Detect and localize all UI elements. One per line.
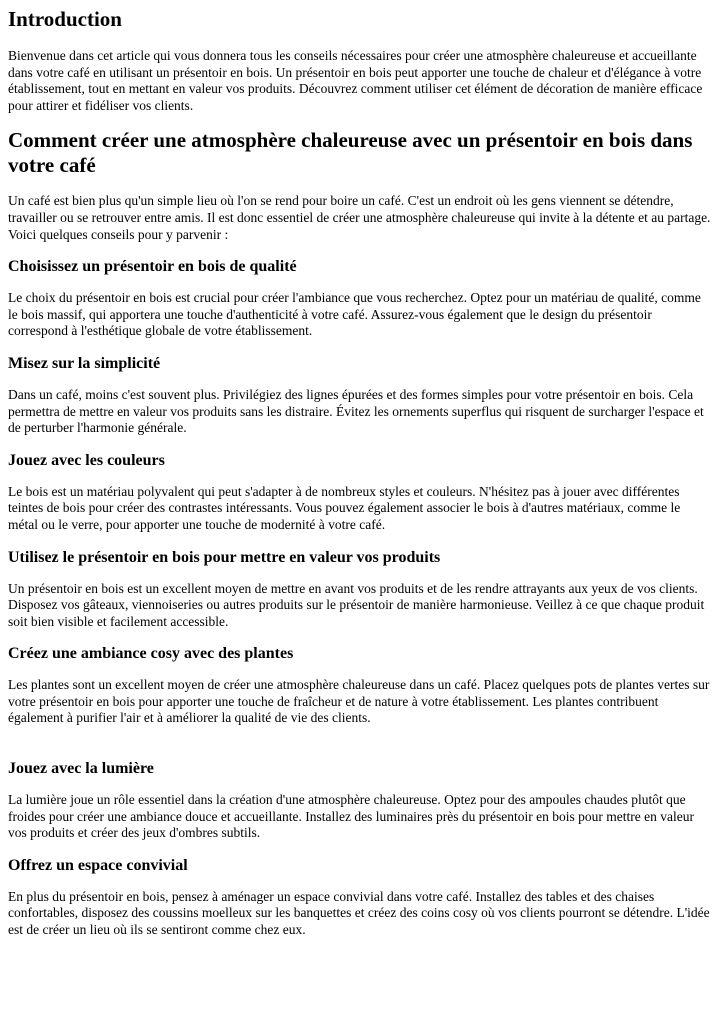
convivial-heading: Offrez un espace convivial (8, 856, 188, 874)
quality-heading: Choisissez un présentoir en bois de qualité (8, 258, 297, 276)
plants-heading: Créez une ambiance cosy avec des plantes (8, 645, 294, 663)
plants-paragraph: Les plantes sont un excellent moyen de créer une atmosphère chaleureuse dans un café. Placez quelques pots de plantes vertes sur votre présentoir en bois pour apporter une touche de fraîcheur et de nature à votre établissement. Les plantes contribuent également à purifier l'air et à améliorer la qualité de vie des clients. (8, 677, 710, 726)
simplicity-paragraph: Dans un café, moins c'est souvent plus. Privilégiez des lignes épurées et des formes simples pour votre présentoir en bois. Cela permettra de mettre en valeur vos produits sans les distraire. Évitez les ornements superflus qui risquent de surcharger l'espace et de perturber l'harmonie générale. (8, 386, 704, 436)
convivial-paragraph: En plus du présentoir en bois, pensez à aménager un espace convivial dans votre café. Installez des tables et des chaises confortables, disposez des coussins moelleux sur les banquettes et créez des coins cosy où vos clients pourront se détendre. L'idée est de créer un lieu où ils se sentiront comme chez eux. (8, 888, 710, 938)
quality-paragraph: Le choix du présentoir en bois est crucial pour créer l'ambiance que vous recherchez. Optez pour un matériau de qualité, comme le bois massif, qui apportera une touche d'authenticité à votre café. Assurez-vous également que le design du présentoir correspond à l'esthétique globale de votre établissement. (8, 290, 701, 339)
light-paragraph: La lumière joue un rôle essentiel dans la création d'une atmosphère chaleureuse. Optez pour des ampoules chaudes plutôt que froides pour créer une ambiance douce et accueillante. Installez des luminaires près du présentoir en bois pour mettre en valeur vos produits et créer des jeux d'ombres subtils. (8, 792, 694, 841)
simplicity-heading: Misez sur la simplicité (8, 354, 161, 372)
intro-heading: Introduction (8, 7, 122, 31)
colors-heading: Jouez avec les couleurs (8, 451, 165, 469)
light-heading: Jouez avec la lumière (8, 760, 154, 778)
products-heading: Utilisez le présentoir en bois pour mettre en valeur vos produits (8, 548, 441, 566)
main-section-heading: Comment créer une atmosphère chaleureuse avec un présentoir en bois dans votre café (8, 128, 693, 178)
main-section-paragraph: Un café est bien plus qu'un simple lieu où l'on se rend pour boire un café. C'est un endroit où les gens viennent se détendre, travailler ou se retrouver entre amis. Il est donc essentiel de créer une atmosphère chaleureuse qui invite à la détente et au partage. Voici quelques conseils pour y parvenir : (8, 193, 711, 242)
products-paragraph: Un présentoir en bois est un excellent moyen de mettre en avant vos produits et de les rendre attrayants aux yeux de vos clients. Disposez vos gâteaux, viennoiseries ou autres produits sur le présentoir de manière harmonieuse. Veillez à ce que chaque produit soit bien visible et facilement accessible. (8, 580, 705, 629)
colors-paragraph: Le bois est un matériau polyvalent qui peut s'adapter à de nombreux styles et couleurs. N'hésitez pas à jouer avec différentes teintes de bois pour créer des contrastes intéressants. Vous pouvez également associer le bois à d'autres matériaux, comme le métal ou le verre, pour apporter une touche de modernité à votre café. (8, 483, 681, 532)
intro-paragraph: Bienvenue dans cet article qui vous donnera tous les conseils nécessaires pour créer une atmosphère chaleureuse et accueillante dans votre café en utilisant un présentoir en bois. Un présentoir en bois peut apporter une touche de chaleur et d'élégance à votre établissement, tout en mettant en valeur vos produits. Découvrez comment utiliser cet élément de décoration de manière efficace pour attirer et fidéliser vos clients. (8, 48, 703, 113)
